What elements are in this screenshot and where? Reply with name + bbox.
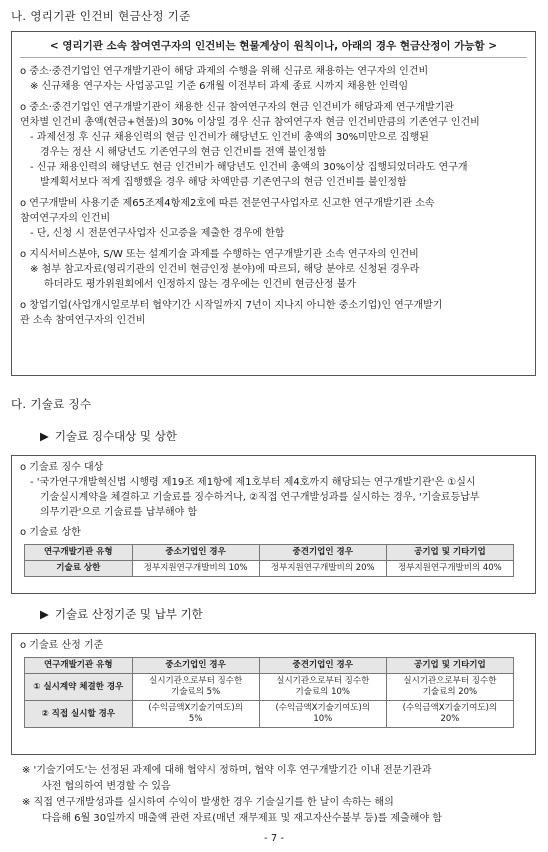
table-cell: 실시기관으로부터 징수한 기술료의 20% (386, 674, 513, 701)
note-text: ※ '기술기여도'는 선정된 과제에 대해 협약시 정하며, 협약 이후 연구개발기간 이내 전문기관과 (22, 765, 432, 776)
fee-notes (22, 763, 536, 827)
table-row (25, 701, 514, 728)
table-cell: 실시기관으로부터 징수한 기술료의 5% (132, 674, 259, 701)
item-text: o 기술료 산정 기준 (20, 640, 104, 651)
table-row (25, 674, 514, 701)
fee-criteria-table (24, 657, 514, 728)
list-item (20, 64, 527, 94)
table-header: 공기업 및 기타기업 (386, 658, 513, 674)
list-item (20, 196, 527, 241)
table-cell: (수익금액X기술기여도)의 10% (259, 701, 386, 728)
table-cell: 정부지원연구개발비의 10% (132, 561, 259, 577)
list-item (20, 100, 527, 190)
item-text: o 중소·중견기업인 연구개발기관이 해당 과제의 수행을 위해 신규로 채용하는 연구자의 인건비 (20, 66, 429, 77)
item-text: o 기술료 상한 (20, 527, 81, 538)
table-header: 연구개발기관 유형 (25, 658, 133, 674)
table-cell: 정부지원연구개발비의 20% (259, 561, 386, 577)
item-text: 연차별 인건비 총액(현금+현물)의 30% 이상일 경우 신규 참여연구자 현금 인건비만큼의 기존연구 인건비 (20, 117, 480, 128)
item-text: o 지식서비스분야, S/W 또는 설계기술 과제를 수행하는 연구개발기관 소속 연구자의 인건비 (20, 249, 419, 260)
note-text: 다음해 6월 30일까지 매출액 관련 자료(매년 재무제표 및 재고자산수불부 등)를 제출해야 함 (42, 813, 442, 824)
table-header: 공기업 및 기타기업 (386, 545, 513, 561)
note-text: 사전 협의하여 변경할 수 있음 (42, 781, 171, 792)
row-label: ① 실시계약 체결한 경우 (25, 674, 133, 701)
table-cell: 정부지원연구개발비의 40% (386, 561, 513, 577)
table-cell: 실시기관으로부터 징수한 기술료의 10% (259, 674, 386, 701)
row-label: 기술료 상한 (25, 561, 133, 577)
list-item (20, 247, 527, 292)
item-dash: 경우는 정산 시 해당년도 기존연구의 현금 인건비를 전액 불인정함 (40, 147, 327, 158)
section-da-title: 다. 기술료 징수 (11, 397, 92, 411)
triangle-icon: ▶ (40, 607, 49, 621)
item-dash: 발계획서보다 적게 집행했을 경우 해당 차액만큼 기존연구의 현금 인건비를 불인정함 (40, 177, 407, 188)
section-na-box (11, 31, 536, 376)
sub-heading-1 (40, 428, 177, 444)
sub-heading-text: 기술료 징수대상 및 상한 (54, 429, 177, 443)
table-header: 중소기업인 경우 (132, 658, 259, 674)
item-note: 하더라도 평가위원회에서 인정하지 않는 경우에는 인건비 현금산정 불가 (44, 279, 357, 290)
list-item (20, 460, 527, 520)
table-header: 중견기업인 경우 (259, 658, 386, 674)
table-header-row (25, 658, 514, 674)
table-header: 연구개발기관 유형 (25, 545, 133, 561)
box-header: < 영리기관 소속 참여연구자의 인건비는 현물계상이 원칙이나, 아래의 경우 현금산정이 가능함 > (20, 38, 527, 58)
item-text: o 창업기업(사업개시일로부터 협약기간 시작일까지 7년이 지나지 아니한 중소기업)인 연구개발기 (20, 300, 443, 311)
section-na-title: 나. 영리기관 인건비 현금산정 기준 (11, 9, 191, 23)
item-text: o 기술료 징수 대상 (20, 462, 104, 473)
table-row (25, 561, 514, 577)
list-item (20, 638, 527, 653)
fee-target-box (11, 455, 536, 594)
item-note: ※ 신규채용 연구자는 사업공고일 기준 6개월 이전부터 과제 종료 시까지 채용한 인력임 (30, 81, 409, 92)
item-text: o 연구개발비 사용기준 제65조제4항제2호에 따른 전문연구사업자로 신고한 연구개발기관 소속 (20, 198, 435, 209)
item-text: 관 소속 참여연구자의 인건비 (20, 315, 146, 326)
list-item (20, 298, 527, 328)
item-text: o 중소·중견기업인 연구개발기관이 채용한 신규 참여연구자의 현금 인건비가 해당과제 연구개발기관 (20, 102, 454, 113)
fee-criteria-box (11, 633, 536, 755)
item-dash: - 과제선정 후 신규 채용인력의 현금 인건비가 해당년도 인건비 총액의 30%미만으로 집행된 (30, 132, 429, 143)
table-header-row (25, 545, 514, 561)
page-number: - 7 - (264, 833, 284, 844)
table-header: 중견기업인 경우 (259, 545, 386, 561)
item-dash: - 신규 채용인력의 해당년도 현금 인건비가 해당년도 인건비 총액의 30%이상 집행되었더라도 연구개 (30, 162, 468, 173)
item-dash: 기술실시계약을 체결하고 기술료를 징수하거나, ②직접 연구개발성과를 실시하는 경우, '기술료등납부 (40, 492, 480, 503)
item-text: 참여연구자의 인건비 (20, 213, 111, 224)
triangle-icon: ▶ (40, 429, 49, 443)
list-item (20, 525, 527, 540)
note-text: ※ 직접 연구개발성과를 실시하여 수익이 발생한 경우 기술실기를 한 날이 속하는 해의 (22, 797, 394, 808)
sub-heading-2 (40, 606, 203, 622)
fee-cap-table (24, 544, 514, 577)
table-header: 중소기업인 경우 (132, 545, 259, 561)
sub-heading-text: 기술료 산정기준 및 납부 기한 (54, 607, 203, 621)
row-label: ② 직접 실시할 경우 (25, 701, 133, 728)
item-note: ※ 첨부 참고자료(영리기관의 인건비 현금인정 분야)에 따르되, 해당 분야로 신청된 경우라 (30, 264, 420, 275)
item-dash: 의무기관'으로 기술료를 납부해야 함 (40, 507, 198, 518)
item-dash: - '국가연구개발혁신법 시행령 제19조 제1항에 제1호부터 제4호까지 해당되는 연구개발기관'은 ①실시 (30, 477, 476, 488)
item-dash: - 단, 신청 시 전문연구사업자 신고증을 제출한 경우에 한함 (30, 228, 285, 239)
table-cell: (수익금액X기술기여도)의 5% (132, 701, 259, 728)
table-cell: (수익금액X기술기여도)의 20% (386, 701, 513, 728)
